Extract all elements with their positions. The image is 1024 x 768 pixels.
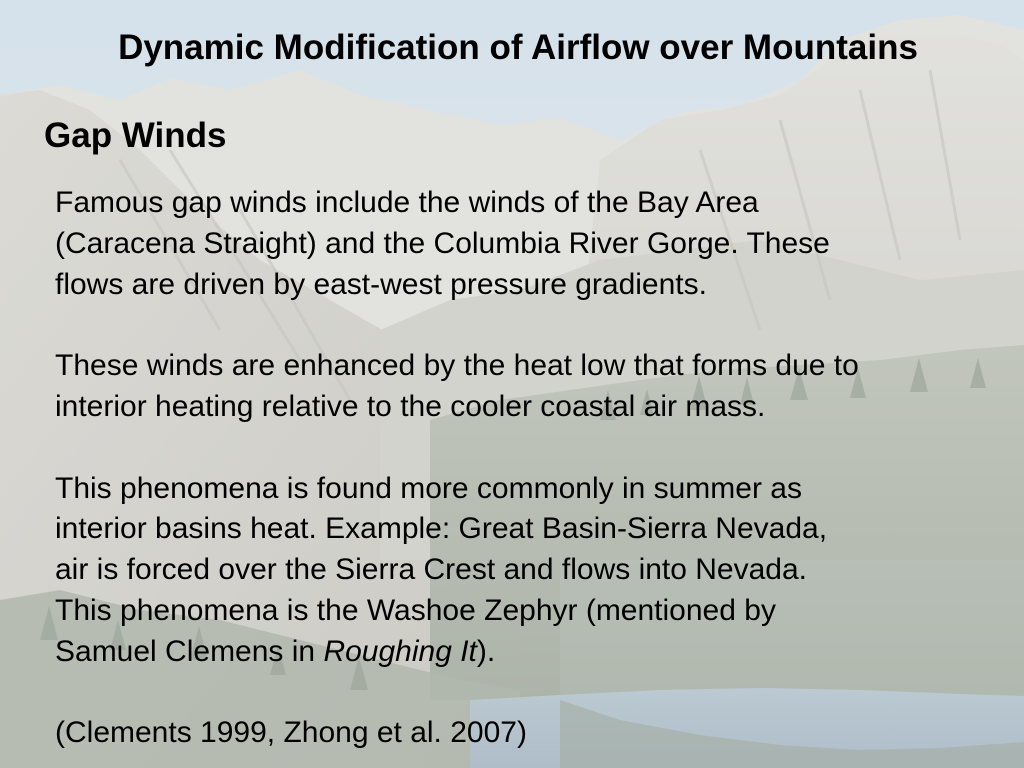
paragraph-spacer — [55, 428, 995, 469]
paragraph-spacer — [55, 673, 995, 714]
text-line-with-book-title — [55, 632, 995, 673]
text-line: interior heating relative to the cooler coastal air mass. — [55, 389, 766, 423]
paragraph-gap-winds-examples — [55, 183, 995, 305]
text-line: These winds are enhanced by the heat low that forms due to — [55, 349, 859, 383]
paragraph-spacer — [55, 305, 995, 346]
text-line: interior basins heat. Example: Great Basin-Sierra Nevada, — [55, 512, 828, 546]
text-line: Famous gap winds include the winds of the Bay Area — [55, 186, 759, 219]
text-line: This phenomena is found more commonly in summer as — [55, 471, 802, 505]
slide-title: Dynamic Modification of Airflow over Mountains — [118, 28, 918, 67]
slide-subtitle: Gap Winds — [44, 116, 227, 155]
text-line: (Caracena Straight) and the Columbia River Gorge. These — [55, 226, 830, 260]
paragraph-heat-low — [55, 346, 995, 428]
slide-body — [55, 183, 995, 754]
citation: (Clements 1999, Zhong et al. 2007) — [55, 716, 527, 750]
paragraph-washoe-zephyr — [55, 469, 995, 673]
book-title: Roughing It — [323, 634, 477, 668]
text-line: air is forced over the Sierra Crest and flows into Nevada. — [55, 553, 808, 587]
text-before-title: Samuel Clemens in — [55, 634, 324, 668]
text-after-title: ). — [476, 634, 496, 668]
text-line: flows are driven by east-west pressure gradients. — [55, 267, 707, 301]
text-line: This phenomena is the Washoe Zephyr (mentioned by — [55, 593, 776, 627]
